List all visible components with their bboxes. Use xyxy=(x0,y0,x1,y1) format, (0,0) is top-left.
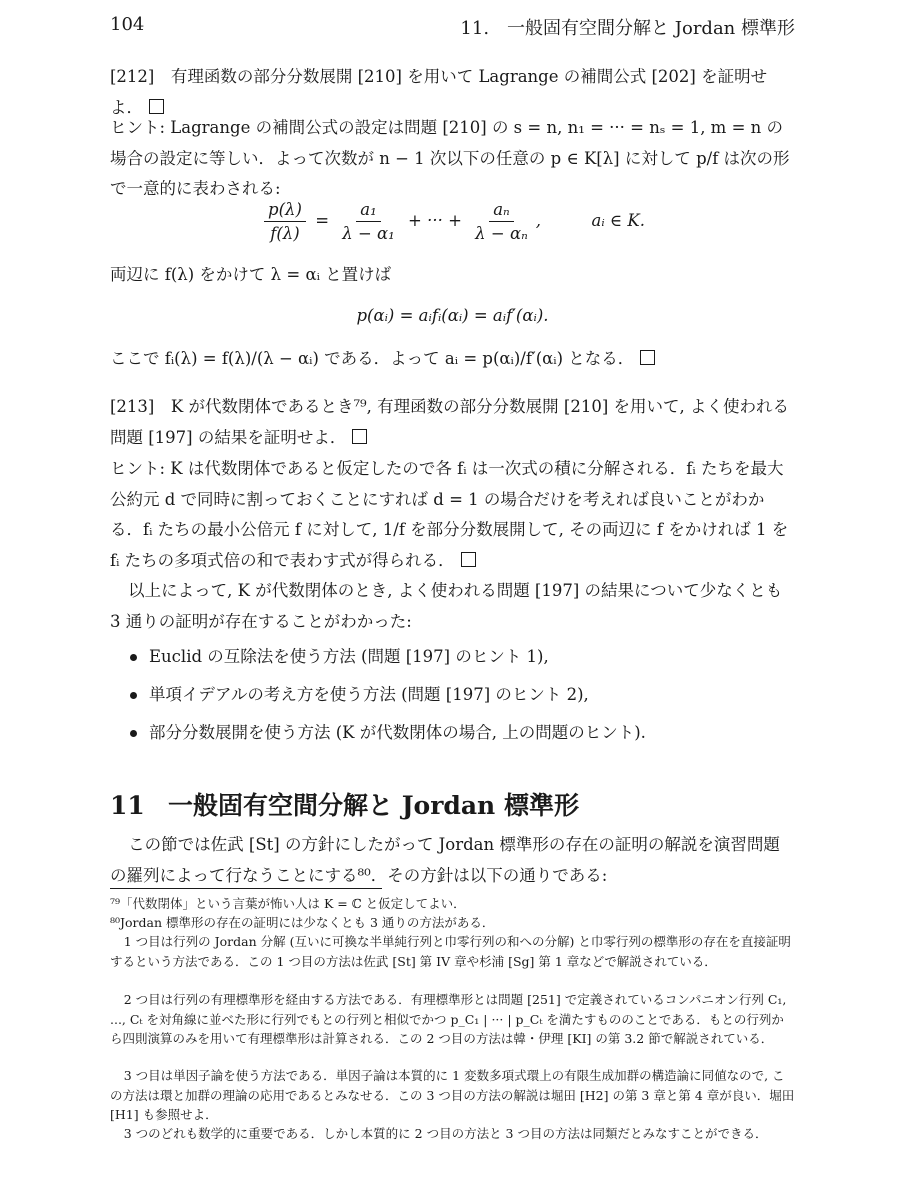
footnote-79: ⁷⁹「代数閉体」という言葉が怖い人は K = ℂ と仮定してよい． xyxy=(110,896,466,911)
hint-212-line3: ここで fᵢ(λ) = f(λ)/(λ − αᵢ) である．よって aᵢ = p(αᵢ)/f′(αᵢ) となる． xyxy=(110,344,795,375)
qed-box xyxy=(149,99,164,114)
footnote-rule xyxy=(110,888,382,889)
qed-box xyxy=(352,429,367,444)
footnote-80-para1: 1 つ目は行列の Jordan 分解 (互いに可換な半単純行列と巾零行列の和への分解) と巾零行列の標準形の存在を直接証明するという方法である．この 1 つ目の方法は佐武 [St] 第 IV 章や杉浦 [Sg] 第 1 章などで解説されている． xyxy=(110,934,791,969)
footnote-80-para2: 2 つ目は行列の有理標準形を経由する方法である．有理標準形とは問題 [251] で定義されているコンパニオン行列 C₁, ..., Cₜ を対角線に並べた形に行列でもとの行列と相似でかつ p_C₁ | ··· | p_Cₜ を満たすもののことである．もとの行列から四則演算のみを用いて有理標準形は計算される．この 2 つ目の方法は韓・伊理 [KI] の第 3.2 節で解説されている． xyxy=(110,992,787,1046)
method-list xyxy=(130,638,795,752)
qed-box xyxy=(461,552,476,567)
qed-box xyxy=(640,350,655,365)
section-heading: 11 一般固有空間分解と Jordan 標準形 xyxy=(110,791,579,820)
list-item: 部分分数展開を使う方法 (K が代数閉体の場合, 上の問題のヒント). xyxy=(130,714,795,752)
hint-212-line2: 両辺に f(λ) をかけて λ = αᵢ と置けば xyxy=(110,265,392,284)
running-header xyxy=(110,14,795,44)
footnote-80-para3: 3 つ目は単因子論を使う方法である．単因子論は本質的に 1 変数多項式環上の有限生成加群の構造論に同値なので, この方法は環と加群の理論の応用であるとみなせる．この 3 つ目の方法の解説は堀田 [H2] の第 3 章と第 4 章が良い．堀田 [H1] も参照せよ． xyxy=(110,1068,795,1122)
equation-partial-fraction: $\frac{p(\lambda)}{f(\lambda)}$ = $\frac{\text{a₁}}{\text{λ − α₁}}$ + ··· + $\frac{\text{aₙ}}{\text{λ − αₙ}}$ , aᵢ ∈ K. xyxy=(110,200,795,256)
equation-lagrange: p(αᵢ) = aᵢfᵢ(αᵢ) = aᵢf′(αᵢ). xyxy=(356,306,549,325)
list-item: 単項イデアルの考え方を使う方法 (問題 [197] のヒント 2), xyxy=(130,676,795,714)
hint-213: ヒント: K は代数閉体であると仮定したので各 fᵢ は一次式の積に分解される．fᵢ たちを最大公約元 d で同時に割っておくことにすれば d = 1 の場合だけを考えれば良いことがわかる．fᵢ たちの最小公倍元 f に対して, 1/f を部分分数展開して, その両辺に f をかければ 1 を fᵢ たちの多項式倍の和で表わす式が得られる． xyxy=(110,459,789,570)
section-intro: この節では佐武 [St] の方針にしたがって Jordan 標準形の存在の証明の解説を演習問題の羅列によって行なうことにする⁸⁰．その方針は以下の通りである: xyxy=(110,835,780,885)
footnote-80-para4: 3 つのどれも数学的に重要である．しかし本質的に 2 つ目の方法と 3 つ目の方法は同類だとみなすことができる． xyxy=(123,1126,768,1141)
summary-paragraph: 以上によって, K が代数閉体のとき, よく使われる問題 [197] の結果について少なくとも 3 通りの証明が存在することがわかった: xyxy=(110,581,783,631)
chapter-title-header: 11. 一般固有空間分解と Jordan 標準形 xyxy=(460,18,795,39)
list-item: Euclid の互除法を使う方法 (問題 [197] のヒント 1), xyxy=(130,638,795,676)
footnote-80: ⁸⁰Jordan 標準形の存在の証明には少なくとも 3 通りの方法がある． xyxy=(110,915,495,930)
problem-213: [213] K が代数閉体であるとき⁷⁹, 有理函数の部分分数展開 [210] を用いて, よく使われる問題 [197] の結果を証明せよ． xyxy=(110,397,790,447)
page-number: 104 xyxy=(110,14,145,35)
hint-212: ヒント: Lagrange の補間公式の設定は問題 [210] の s = n, n₁ = ··· = nₛ = 1, m = n の場合の設定に等しい．よって次数が n − 1 次以下の任意の p ∈ K[λ] に対して p/f は次の形で一意的に表わされる: xyxy=(110,118,790,198)
problem-212-text: [212] 有理函数の部分分数展開 [210] を用いて Lagrange の補間公式 [202] を証明せよ． xyxy=(110,67,768,117)
